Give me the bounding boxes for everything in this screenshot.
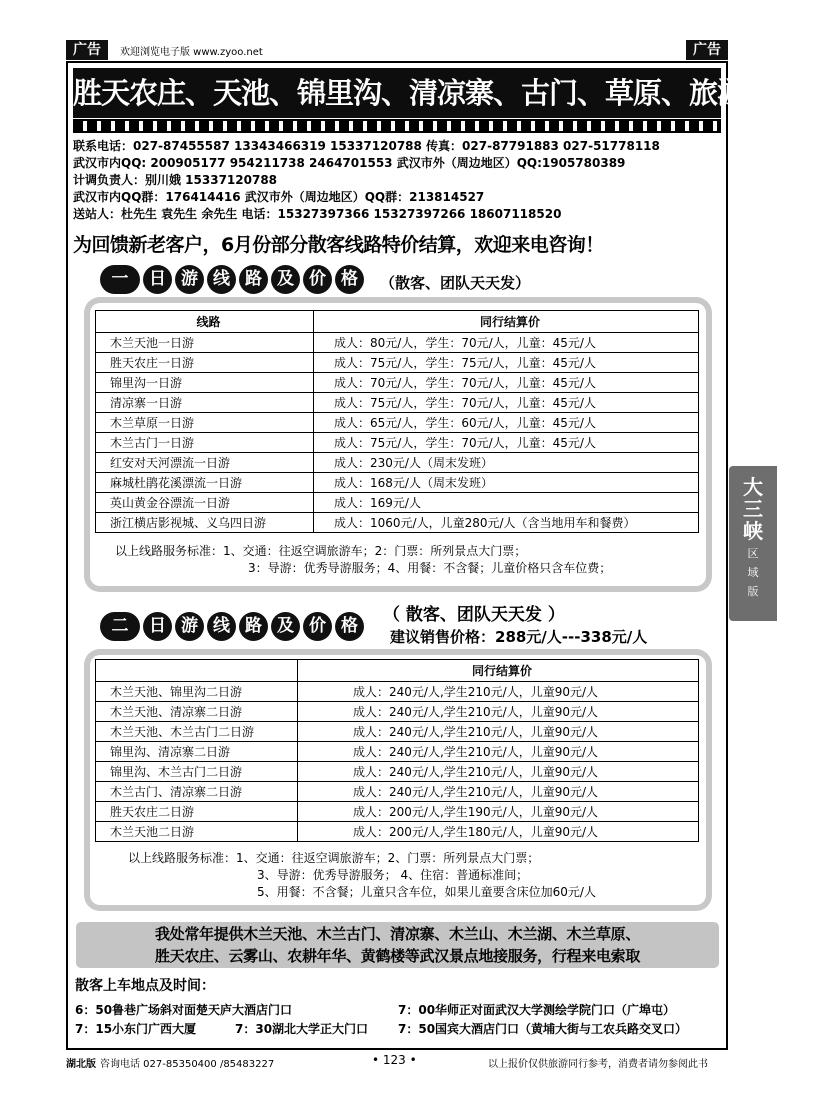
pickup-point: 7：50国宾大酒店门口（黄埔大街与工农兵路交叉口）: [398, 1022, 688, 1036]
route-cell: 锦里沟、清凉寨二日游: [96, 742, 298, 762]
section1-box: [90, 303, 706, 586]
route-cell: 清凉寨一日游: [96, 393, 314, 413]
table-row: [96, 473, 699, 493]
side-tab-sub: 域: [747, 566, 759, 579]
contact-qq-group-line: 武汉市内QQ群：176414416 武汉市外（周边地区）QQ群：213814527: [73, 190, 485, 204]
contact-pickup-staff-line: 送站人：杜先生 袁先生 余先生 电话：15327397366 15327397266 18607118520: [73, 207, 562, 221]
price-cell: 成人：75元/人，学生：75元/人，儿童：45元/人: [314, 353, 699, 373]
top-header: [66, 40, 728, 62]
price-cell: 成人：200元/人,学生180元/人，儿童90元/人: [298, 822, 699, 842]
table-row: [96, 333, 699, 353]
footer-disclaimer: 以上报价仅供旅游同行参考，消费者请勿参阅此书: [488, 1059, 708, 1070]
table-row: [96, 453, 699, 473]
col-header-price: 同行结算价: [314, 311, 699, 333]
promo-slogan: 为回馈新老客户，6月份部分散客线路特价结算，欢迎来电咨询！: [73, 234, 604, 256]
price-cell: 成人：65元/人，学生：60元/人，儿童：45元/人: [314, 413, 699, 433]
website-url[interactable]: 欢迎浏览电子版 www.zyoo.net: [120, 47, 263, 58]
title-char: 及: [271, 265, 300, 294]
section2-box: [90, 655, 706, 905]
route-cell: 木兰草原一日游: [96, 413, 314, 433]
col-header-route: [96, 660, 298, 682]
page-number: • 123 •: [372, 1053, 417, 1067]
route-cell: 木兰天池、清凉寨二日游: [96, 702, 298, 722]
route-cell: 英山黄金谷漂流一日游: [96, 493, 314, 513]
pickup-point: 7：15小东门广西大厦: [75, 1022, 197, 1036]
title-char: 格: [335, 265, 364, 294]
price-cell: 成人：200元/人,学生190元/人，儿童90元/人: [298, 802, 699, 822]
table-row: [96, 702, 699, 722]
table-row: [96, 722, 699, 742]
pickup-point: 7：00华师正对面武汉大学测绘学院门口（广埠屯）: [398, 1003, 676, 1017]
edition-label: 湖北版: [66, 1059, 96, 1070]
title-char: 游: [175, 612, 204, 641]
price-cell: 成人：1060元/人，儿童280元/人（含当地用车和餐费）: [314, 513, 699, 533]
one-day-price-table: [95, 310, 699, 533]
ad-tag-left: 广告: [66, 40, 108, 60]
price-cell: 成人：240元/人,学生210元/人，儿童90元/人: [298, 762, 699, 782]
title-char: 游: [175, 265, 204, 294]
title-char: 价: [303, 265, 332, 294]
table-row: [96, 802, 699, 822]
table-row: [96, 682, 699, 702]
service-standard-note-2: 3、导游：优秀导游服务； 4、住宿：普通标准间；: [257, 868, 529, 882]
route-cell: 锦里沟、木兰古门二日游: [96, 762, 298, 782]
route-cell: 麻城杜鹃花溪漂流一日游: [96, 473, 314, 493]
table-row: [96, 513, 699, 533]
route-cell: 浙江横店影视城、义乌四日游: [96, 513, 314, 533]
title-char: 线: [207, 265, 236, 294]
route-cell: 锦里沟一日游: [96, 373, 314, 393]
route-cell: 木兰古门、清凉寨二日游: [96, 782, 298, 802]
price-cell: 成人：230元/人（周末发班）: [314, 453, 699, 473]
title-char: 价: [303, 612, 332, 641]
price-cell: 成人：169元/人: [314, 493, 699, 513]
footer-rule: [66, 1048, 728, 1050]
service-line-2: 胜天农庄、云雾山、农耕年华、黄鹤楼等武汉景点地接服务，行程来电索取: [154, 947, 641, 965]
price-cell: 成人：75元/人，学生：70元/人，儿童：45元/人: [314, 433, 699, 453]
pickup-title: 散客上车地点及时间：: [75, 978, 215, 994]
section1-subtitle: （散客、团队天天发）: [380, 274, 531, 292]
route-cell: 木兰天池、木兰古门二日游: [96, 722, 298, 742]
side-tab-sub: 区: [747, 547, 759, 560]
table-row: [96, 762, 699, 782]
price-cell: 成人：240元/人,学生210元/人，儿童90元/人: [298, 742, 699, 762]
table-row: [96, 413, 699, 433]
side-tab-sub: 版: [747, 585, 759, 598]
footer-phone: 咨询电话 027-85350400 /85483227: [100, 1059, 275, 1070]
title-char: 一: [100, 265, 140, 294]
local-service-banner: [76, 922, 719, 968]
table-row: [96, 493, 699, 513]
banner-title: 胜天农庄、天池、锦里沟、清凉寨、古门、草原、旅游直通车: [73, 68, 721, 118]
price-cell: 成人：80元/人，学生：70元/人，儿童：45元/人: [314, 333, 699, 353]
side-tab-title: 大 三 峡: [743, 475, 763, 543]
table-row: [96, 393, 699, 413]
price-cell: 成人：70元/人，学生：70元/人，儿童：45元/人: [314, 373, 699, 393]
service-standard-note-1: 以上线路服务标准：1、交通：往返空调旅游车；2：门票：所列景点大门票；: [115, 544, 527, 558]
table-row: [96, 742, 699, 762]
table-header-row: [96, 311, 699, 333]
section1-title: [100, 265, 364, 295]
service-standard-note-2: 3：导游：优秀导游服务；4、用餐：不含餐；儿童价格只含车位费；: [248, 561, 612, 575]
route-cell: 木兰天池二日游: [96, 822, 298, 842]
section2-title: [100, 612, 364, 642]
section2-subtitle: （ 散客、团队天天发 ）: [383, 605, 565, 625]
title-char: 及: [271, 612, 300, 641]
route-cell: 胜天农庄二日游: [96, 802, 298, 822]
contact-manager-line: 计调负责人：别川娥 15337120788: [73, 173, 278, 187]
title-char: 路: [239, 612, 268, 641]
price-cell: 成人：240元/人,学生210元/人，儿童90元/人: [298, 782, 699, 802]
route-cell: 红安对天河漂流一日游: [96, 453, 314, 473]
service-standard-note-1: 以上线路服务标准：1、交通：往返空调旅游车；2、门票：所列景点大门票；: [128, 851, 540, 865]
service-line-1: 我处常年提供木兰天池、木兰古门、清凉寨、木兰山、木兰湖、木兰草原、: [154, 925, 641, 943]
col-header-price: 同行结算价: [298, 660, 699, 682]
ornament-border: [73, 119, 721, 133]
route-cell: 木兰古门一日游: [96, 433, 314, 453]
title-char: 格: [335, 612, 364, 641]
price-cell: 成人：168元/人（周末发班）: [314, 473, 699, 493]
pickup-point: 6：50鲁巷广场斜对面楚天庐大酒店门口: [75, 1003, 293, 1017]
route-cell: 木兰天池、锦里沟二日游: [96, 682, 298, 702]
title-char: 日: [143, 265, 172, 294]
table-row: [96, 782, 699, 802]
col-header-route: 线路: [96, 311, 314, 333]
title-char: 日: [143, 612, 172, 641]
suggested-price: 建议销售价格：288元/人---338元/人: [390, 628, 648, 646]
price-cell: 成人：240元/人,学生210元/人，儿童90元/人: [298, 682, 699, 702]
two-day-price-table: [95, 659, 699, 842]
route-cell: 木兰天池一日游: [96, 333, 314, 353]
region-side-tab[interactable]: [729, 466, 777, 621]
contact-qq-line: 武汉市内QQ: 200905177 954211738 2464701553 武汉市外（周边地区）QQ:1905780389: [73, 156, 626, 170]
price-cell: 成人：240元/人,学生210元/人，儿童90元/人: [298, 702, 699, 722]
pickup-point: 7：30湖北大学正大门口: [235, 1022, 369, 1036]
table-header-row: [96, 660, 699, 682]
service-standard-note-3: 5、用餐：不含餐；儿童只含车位，如果儿童要含床位加60元/人: [257, 885, 596, 899]
price-cell: 成人：240元/人,学生210元/人，儿童90元/人: [298, 722, 699, 742]
table-row: [96, 373, 699, 393]
route-cell: 胜天农庄一日游: [96, 353, 314, 373]
price-cell: 成人：75元/人，学生：70元/人，儿童：45元/人: [314, 393, 699, 413]
table-row: [96, 822, 699, 842]
table-row: [96, 353, 699, 373]
contact-phone-line: 联系电话：027-87455587 13343466319 15337120788 传真：027-87791883 027-51778118: [73, 139, 660, 153]
title-char: 线: [207, 612, 236, 641]
ad-tag-right: 广告: [686, 40, 728, 60]
title-char: 路: [239, 265, 268, 294]
table-row: [96, 433, 699, 453]
title-char: 二: [100, 612, 140, 641]
